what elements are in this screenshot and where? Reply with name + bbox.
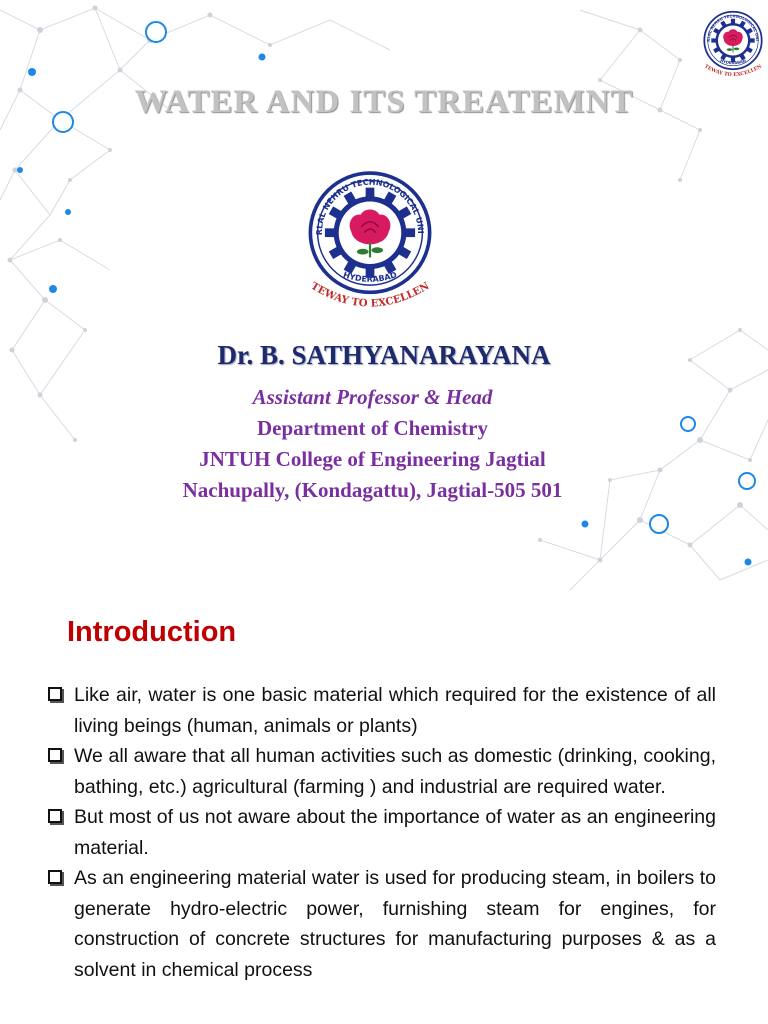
list-item-text: As an engineering material water is used for producing steam, in boilers to generate hydro-electric power, furnishing steam for engines, for construction of concrete structures for manufacturing purposes & as a solvent in chemical process xyxy=(74,867,716,981)
university-logo xyxy=(296,160,444,320)
list-item xyxy=(46,802,716,863)
checkbox-bullet-icon xyxy=(48,748,62,762)
presentation-title: WATER AND ITS TREATEMNT xyxy=(134,84,634,120)
author-name: Dr. B. SATHYANARAYANA xyxy=(217,340,551,370)
list-item-text: Like air, water is one basic material which required for the existence of all living beings (human, animals or plants) xyxy=(74,684,716,737)
university-logo-small xyxy=(698,2,768,86)
checkbox-bullet-icon xyxy=(48,809,62,823)
college-address: Nachupally, (Kondagattu), Jagtial-505 501 xyxy=(182,478,563,502)
list-item xyxy=(46,863,716,985)
college-name: JNTUH College of Engineering Jagtial xyxy=(199,447,546,471)
department-name: Department of Chemistry xyxy=(257,416,488,440)
author-designation: Assistant Professor & Head xyxy=(252,385,493,409)
list-item xyxy=(46,741,716,802)
list-item xyxy=(46,680,716,741)
checkbox-bullet-icon xyxy=(48,687,62,701)
introduction-slide xyxy=(0,590,768,1024)
section-heading: Introduction xyxy=(67,616,237,648)
list-item-text: But most of us not aware about the importance of water as an engineering material. xyxy=(74,806,716,859)
list-item-text: We all aware that all human activities such as domestic (drinking, cooking, bathing, etc.) agricultural (farming ) and industrial are required water. xyxy=(74,745,716,798)
bullet-list xyxy=(46,680,716,985)
checkbox-bullet-icon xyxy=(48,870,62,884)
